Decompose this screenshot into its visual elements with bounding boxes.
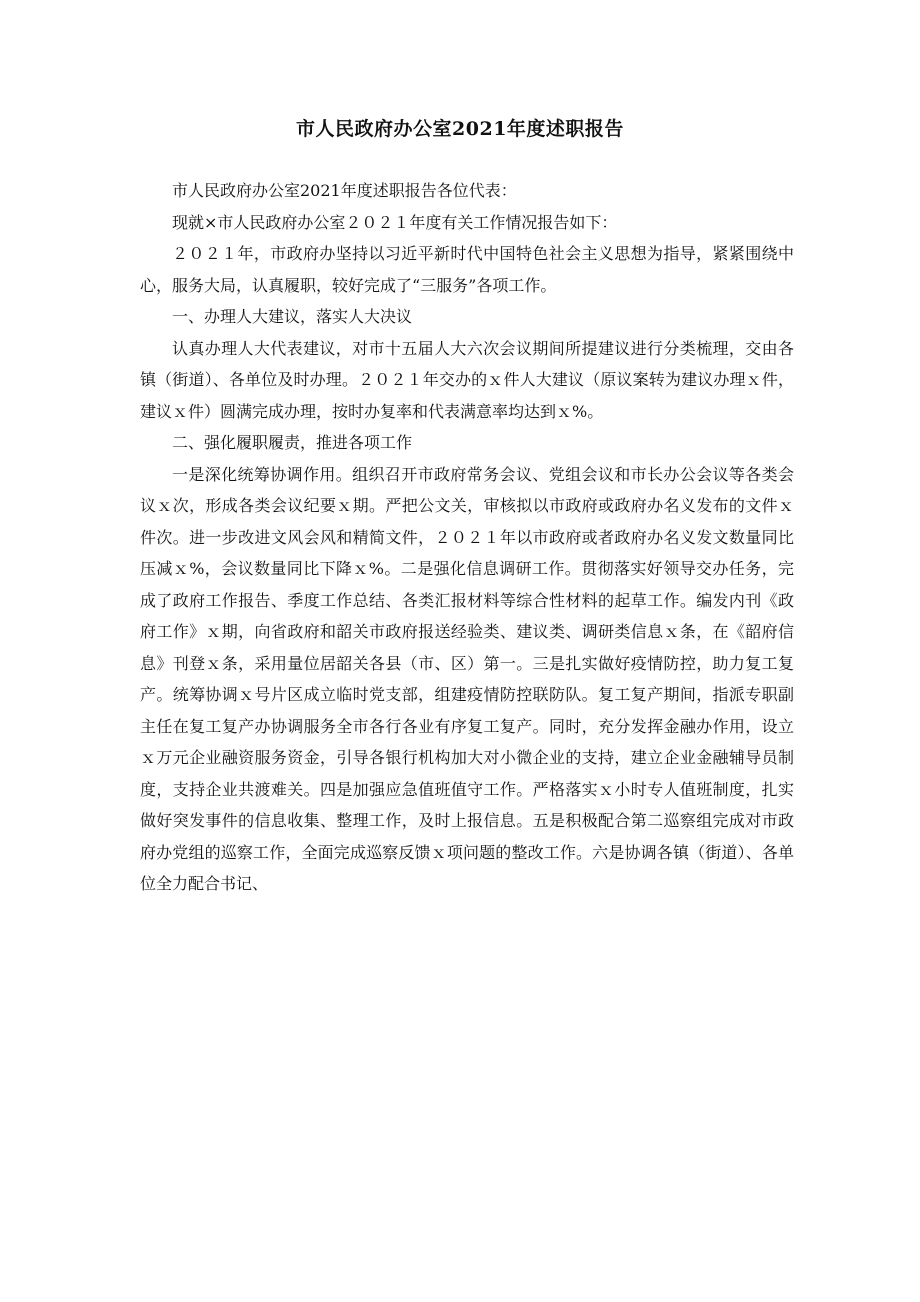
- summary-paragraph: ２０２１年，市政府办坚持以习近平新时代中国特色社会主义思想为指导，紧紧围绕中心，服务大局，认真履职，较好完成了“三服务”各项工作。: [140, 244, 794, 295]
- section-2-paragraph: 一是深化统筹协调作用。组织召开市政府常务会议、党组会议和市长办公会议等各类会议ｘ次，形成各类会议纪要ｘ期。严把公文关，审核拟以市政府或政府办名义发布的文件ｘ件次。进一步改进文风会风和精简文件，２０２１年以市政府或者政府办名义发文数量同比压减ｘ%，会议数量同比下降ｘ%。二是强化信息调研工作。贯彻落实好领导交办任务，完成了政府工作报告、季度工作总结、各类汇报材料等综合性材料的起草工作。编发内刊《政府工作》ｘ期，向省政府和韶关市政府报送经验类、建议类、调研类信息ｘ条，在《韶府信息》刊登ｘ条，采用量位居韶关各县（市、区）第一。三是扎实做好疫情防控，助力复工复产。统筹协调ｘ号片区成立临时党支部，组建疫情防控联防队。复工复产期间，指派专职副主任在复工复产办协调服务全市各行各业有序复工复产。同时，充分发挥金融办作用，设立ｘ万元企业融资服务资金，引导各银行机构加大对小微企业的支持，建立企业金融辅导员制度，支持企业共渡难关。四是加强应急值班值守工作。严格落实ｘ小时专人值班制度，扎实做好突发事件的信息收集、整理工作，及时上报信息。五是积极配合第二巡察组完成对市政府办党组的巡察工作，全面完成巡察反馈ｘ项问题的整改工作。六是协调各镇（街道）、各单位全力配合书记、: [140, 464, 794, 893]
- document-body: [140, 175, 794, 900]
- section-heading-1: 一、办理人大建议，落实人大决议: [172, 307, 413, 326]
- salutation-paragraph: 市人民政府办公室2021年度述职报告各位代表：: [172, 181, 517, 200]
- section-1-paragraph: 认真办理人大代表建议，对市十五届人大六次会议期间所提建议进行分类梳理，交由各镇（街道）、各单位及时办理。２０２１年交办的ｘ件人大建议（原议案转为建议办理ｘ件，建议ｘ件）圆满完成办理，按时办复率和代表满意率均达到ｘ%。: [140, 338, 794, 421]
- document-title: 市人民政府办公室2021年度述职报告: [296, 118, 624, 140]
- section-heading-2: 二、强化履职履责，推进各项工作: [172, 433, 413, 452]
- intro-paragraph: 现就×市人民政府办公室２０２１年度有关工作情况报告如下：: [172, 212, 618, 232]
